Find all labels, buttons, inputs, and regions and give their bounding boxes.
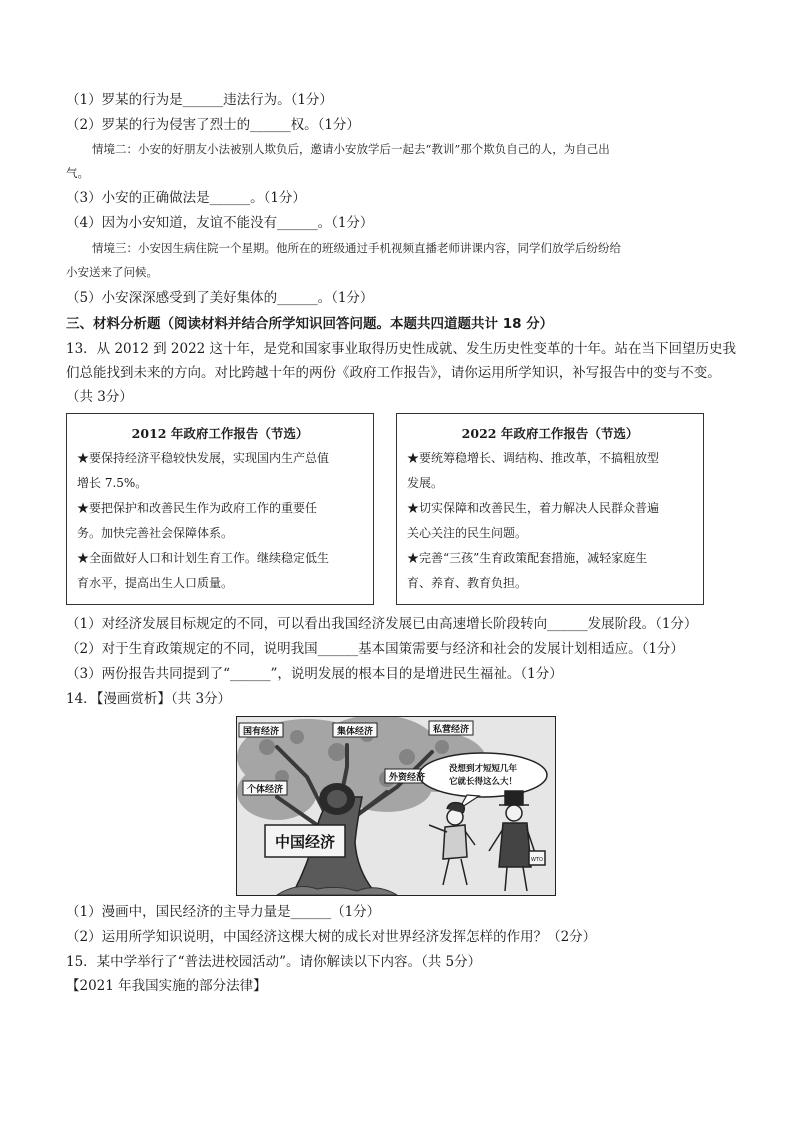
q12-item-5: （5）小安深深感受到了美好集体的______。（1分） xyxy=(66,290,374,306)
q12-scene2-line1: 情境二：小安的好朋友小法被别人欺负后，邀请小安放学后一起去“教训”那个欺负自己的人，为自己出 xyxy=(92,142,610,156)
report-2012-title: 2012 年政府工作报告（节选） xyxy=(131,426,309,441)
q14-stem: 14．【漫画赏析】（共 3分） xyxy=(66,691,232,707)
q12-scene2-line2: 气。 xyxy=(66,166,89,180)
q13-stem-line2: 们总能找到未来的方向。对比跨越十年的两份《政府工作报告》，请你运用所学知识，补写报告中的变与不变。 xyxy=(66,365,721,381)
q12-item-1: （1）罗某的行为是______违法行为。（1分） xyxy=(66,92,333,108)
trunk-label: 中国经济 xyxy=(274,833,336,851)
report-2022-box xyxy=(396,413,704,605)
report-2012-box xyxy=(66,413,374,605)
report-2022-title: 2022 年政府工作报告（节选） xyxy=(461,426,639,441)
wto-sign: WTO xyxy=(531,857,543,863)
report-2022-line: 育、养育、教育负担。 xyxy=(407,576,528,590)
q12-item-3: （3）小安的正确做法是______。（1分） xyxy=(66,190,306,206)
economy-tree-comic xyxy=(236,716,556,896)
q15-stem: 15．某中学举行了“普法进校园活动”。请你解读以下内容。（共 5分） xyxy=(66,954,482,970)
branch-label: 国有经济 xyxy=(242,727,280,737)
report-2022-line: 关心关注的民生问题。 xyxy=(407,526,528,540)
report-2022-line: ★切实保障和改善民生，着力解决人民群众普遍 xyxy=(407,501,660,515)
branch-label: 外资经济 xyxy=(388,773,426,783)
q13-item-1: （1）对经济发展目标规定的不同，可以看出我国经济发展已由高速增长阶段转向______发展阶段。（1分） xyxy=(66,616,698,632)
report-2012-line: 育水平，提高出生人口质量。 xyxy=(77,576,234,590)
report-2012-line: 务。加快完善社会保障体系。 xyxy=(77,526,234,540)
q12-item-2: （2）罗某的行为侵害了烈士的______权。（1分） xyxy=(66,117,360,133)
report-2022-line: ★要统筹稳增长、调结构、推改革，不搞粗放型 xyxy=(407,451,660,465)
branch-label: 私营经济 xyxy=(432,725,470,735)
q15-subheading: 【2021 年我国实施的部分法律】 xyxy=(66,978,267,994)
speech-line-2: 它就长得这么大！ xyxy=(448,777,518,787)
branch-label: 个体经济 xyxy=(246,785,284,795)
section3-heading: 三、材料分析题（阅读材料并结合所学知识回答问题。本题共四道题共计 18 分） xyxy=(66,316,554,332)
branch-label: 集体经济 xyxy=(336,727,374,737)
q12-item-4: （4）因为小安知道，友谊不能没有______。（1分） xyxy=(66,215,374,231)
q12-scene3-line2: 小安送来了问候。 xyxy=(66,265,158,279)
q13-stem-line1: 13．从 2012 到 2022 这十年，是党和国家事业取得历史性成就、发生历史性变革的十年。站在当下回望历史我 xyxy=(66,341,737,357)
q14-item-2: （2）运用所学知识说明，中国经济这棵大树的成长对世界经济发挥怎样的作用？（2分） xyxy=(66,929,597,945)
report-2012-line: ★全面做好人口和计划生育工作。继续稳定低生 xyxy=(77,551,330,565)
report-2012-line: 增长 7.5%。 xyxy=(77,476,148,490)
report-2022-line: 发展。 xyxy=(407,476,444,490)
report-2012-line: ★要保持经济平稳较快发展，实现国内生产总值 xyxy=(77,451,330,465)
q12-scene3-line1: 情境三：小安因生病住院一个星期。他所在的班级通过手机视频直播老师讲课内容，同学们放学后纷纷给 xyxy=(92,241,621,255)
q13-item-3: （3）两份报告共同提到了“______”，说明发展的根本目的是增进民生福祉。（1分） xyxy=(66,666,563,682)
q13-item-2: （2）对于生育政策规定的不同，说明我国______基本国策需要与经济和社会的发展计划相适应。（1分） xyxy=(66,641,684,657)
q14-item-1: （1）漫画中，国民经济的主导力量是______（1分） xyxy=(66,904,381,920)
report-2012-line: ★要把保护和改善民生作为政府工作的重要任 xyxy=(77,501,318,515)
report-2022-line: ★完善“三孩”生育政策配套措施，减轻家庭生 xyxy=(407,551,648,565)
q13-stem-line3: （共 3分） xyxy=(66,389,133,405)
speech-line-1: 没想到才短短几年 xyxy=(448,764,518,774)
speech-bubble xyxy=(419,753,547,797)
